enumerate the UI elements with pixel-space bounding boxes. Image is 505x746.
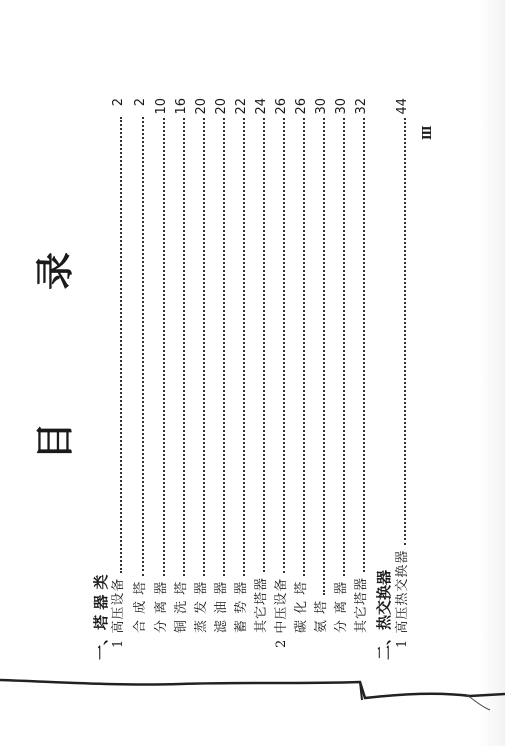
leader-dots xyxy=(263,118,265,572)
toc-entry[interactable] xyxy=(108,98,126,648)
toc-entry-page: 26 xyxy=(294,98,309,115)
toc-entry[interactable] xyxy=(351,98,369,633)
toc-entry-label: 铜 洗 塔 xyxy=(174,580,189,633)
toc-entry-page: 2 xyxy=(111,98,126,107)
toc-entry-page: 20 xyxy=(214,98,229,115)
toc-entry[interactable] xyxy=(171,98,189,633)
leader-dots xyxy=(183,118,185,576)
toc-entry-page: 10 xyxy=(154,98,169,115)
leader-dots xyxy=(363,118,365,572)
leader-dots xyxy=(120,117,122,573)
leader-dots xyxy=(163,118,165,576)
toc-entry[interactable] xyxy=(191,98,209,633)
leader-dots xyxy=(303,118,305,576)
toc-entry[interactable] xyxy=(271,98,289,648)
toc-entry-label: 其它塔器 xyxy=(254,576,269,633)
toc-entry-label: 其它塔器 xyxy=(354,576,369,633)
toc-entry[interactable] xyxy=(251,98,269,633)
toc-entry-label: 碳 化 塔 xyxy=(294,580,309,633)
toc-entry[interactable] xyxy=(130,98,148,633)
toc-entry-label: 滤 油 器 xyxy=(214,580,229,633)
toc-entry[interactable] xyxy=(392,98,410,648)
toc-entry-label: 1 高压热交换器 xyxy=(395,549,410,648)
toc-entry-page: 16 xyxy=(174,98,189,115)
page-number-roman: Ⅲ xyxy=(420,125,434,140)
toc-entry-label: 氨 塔 xyxy=(314,599,329,633)
leader-dots xyxy=(404,118,406,545)
leader-dots xyxy=(223,118,225,576)
toc-entry-page: 22 xyxy=(234,98,249,115)
leader-dots xyxy=(243,118,245,576)
leader-dots xyxy=(203,118,205,576)
toc-entry-label: 分 离 器 xyxy=(334,580,349,633)
leader-dots xyxy=(343,118,345,576)
leader-dots xyxy=(283,118,285,573)
toc-entry-page: 30 xyxy=(334,98,349,115)
toc-entry-page: 44 xyxy=(395,98,410,115)
toc-entry-page: 2 xyxy=(133,98,148,107)
toc-entry-label: 蓄 势 器 xyxy=(234,580,249,633)
toc-rotated xyxy=(32,60,440,660)
toc-entry[interactable] xyxy=(311,98,329,633)
leader-dots xyxy=(142,117,144,576)
toc-entry[interactable] xyxy=(331,98,349,633)
leader-dots xyxy=(323,118,325,595)
toc-title-char-2: 录 xyxy=(32,251,77,290)
toc-entry-page: 26 xyxy=(274,98,289,115)
toc-entry[interactable] xyxy=(291,98,309,633)
section-heading: 一、塔 器 类 xyxy=(92,574,110,660)
toc-entry-page: 20 xyxy=(194,98,209,115)
torn-page-edge xyxy=(0,660,505,720)
toc-entry-label: 合 成 塔 xyxy=(133,580,148,633)
toc-entry[interactable] xyxy=(151,98,169,633)
toc-entry-label: 1 高压设备 xyxy=(111,577,126,648)
toc-entry-page: 24 xyxy=(254,98,269,115)
section-heading: 二、热交换器 xyxy=(375,569,393,660)
page-edge-shadow xyxy=(480,0,505,746)
toc-entry-page: 30 xyxy=(314,98,329,115)
toc-entry-label: 蒸 发 器 xyxy=(194,580,209,633)
toc-entry-label: 分 离 器 xyxy=(154,580,169,633)
toc-title-char-1: 目 xyxy=(32,421,77,460)
toc-entry[interactable] xyxy=(231,98,249,633)
toc-entry-label: 2 中压设备 xyxy=(274,577,289,648)
toc-entry[interactable] xyxy=(211,98,229,633)
toc-entry-page: 32 xyxy=(354,98,369,115)
